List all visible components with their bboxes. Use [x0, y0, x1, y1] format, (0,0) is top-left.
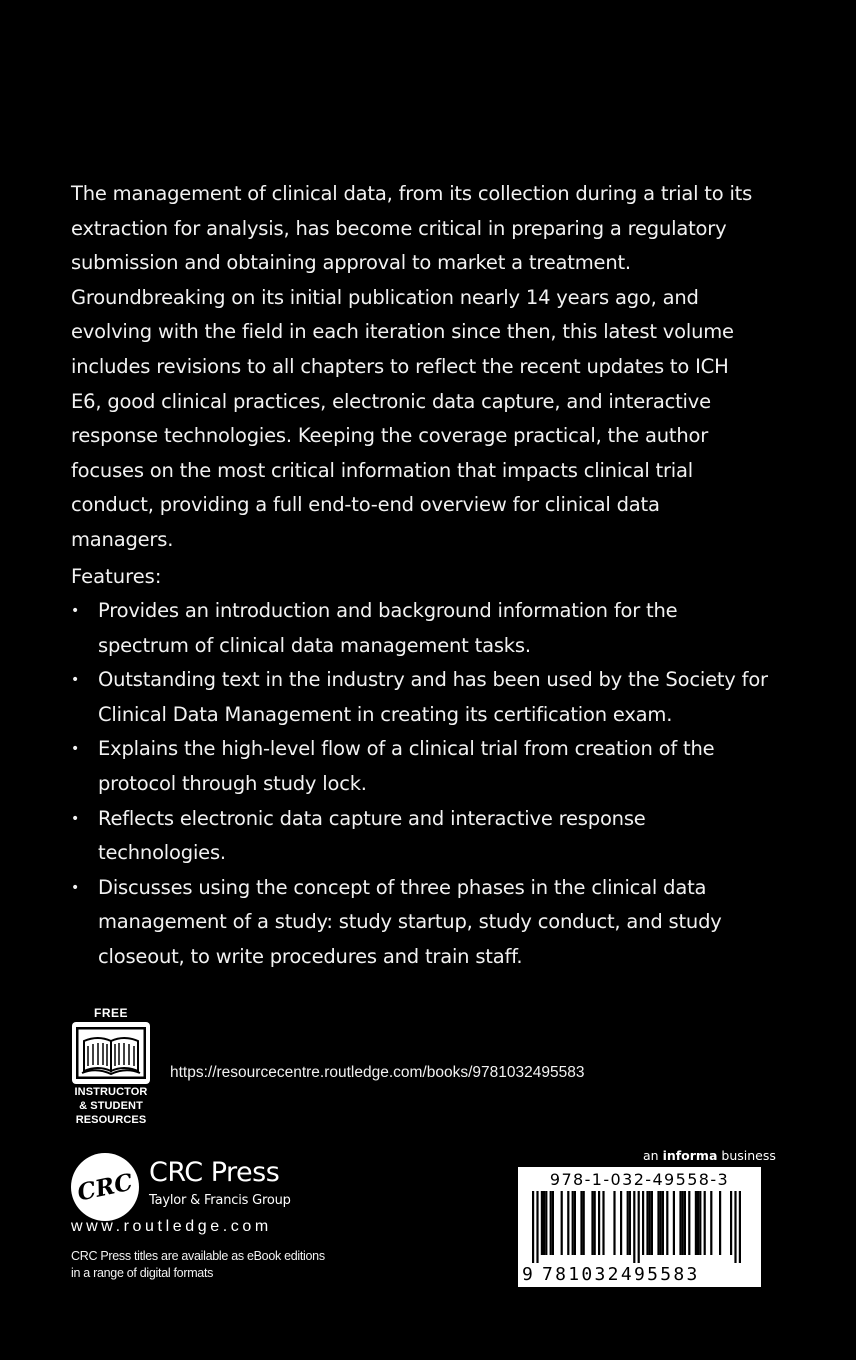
barcode-bar: [591, 1191, 593, 1255]
barcode-bar: [545, 1191, 547, 1255]
bullet-icon: •: [71, 741, 80, 758]
barcode-bar: [580, 1191, 582, 1255]
feature-text: Provides an introduction and background information for the spectrum of clinical data management tasks.: [98, 599, 678, 657]
informa-prefix: an: [643, 1148, 663, 1163]
barcode-bar: [627, 1191, 629, 1255]
features-heading: Features:: [71, 565, 162, 588]
barcode-bar: [699, 1191, 701, 1255]
barcode-bar: [602, 1191, 604, 1255]
barcode-bar: [739, 1191, 741, 1263]
badge-free-label: FREE: [93, 1006, 128, 1020]
resource-centre-link[interactable]: https://resourcecentre.routledge.com/books/9781032495583: [170, 1064, 585, 1081]
barcode-bar: [583, 1191, 585, 1255]
ebook-note-line1: CRC Press titles are available as eBook editions: [71, 1249, 325, 1263]
barcode-bar: [536, 1191, 538, 1263]
barcode-bar: [594, 1191, 596, 1255]
informa-suffix: business: [717, 1148, 776, 1163]
barcode-bar: [552, 1191, 554, 1255]
crc-logo: [70, 1152, 140, 1222]
barcode-bar: [613, 1191, 615, 1255]
publisher-group: Taylor & Francis Group: [149, 1193, 291, 1208]
barcode-bar: [629, 1191, 631, 1255]
free-resources-badge: [68, 1006, 154, 1126]
bullet-icon: •: [71, 672, 80, 689]
badge-resources-label: RESOURCES: [75, 1114, 147, 1126]
barcode-bar: [684, 1191, 686, 1255]
ebook-note-line2: in a range of digital formats: [71, 1266, 214, 1280]
barcode-bar: [734, 1191, 736, 1263]
isbn-number: 978-1-032-49558-3: [549, 1170, 730, 1189]
barcode-bar: [572, 1191, 574, 1255]
badge-instructor-label: INSTRUCTOR: [74, 1086, 148, 1098]
barcode-bar: [598, 1191, 600, 1255]
barcode-lead-digit: 9: [522, 1264, 533, 1285]
barcode-bar: [649, 1191, 651, 1255]
barcode-bar: [657, 1191, 659, 1255]
barcode-bar: [567, 1191, 569, 1255]
barcode-bar: [704, 1191, 706, 1255]
crc-logo-text: CRC: [75, 1168, 136, 1207]
barcode-bar: [574, 1191, 576, 1255]
bullet-icon: •: [71, 603, 80, 619]
barcode-bar: [719, 1191, 721, 1255]
crc-logo-icon: [70, 1152, 140, 1222]
features-list: [71, 594, 771, 975]
barcode-bars: [532, 1191, 747, 1263]
feature-item: [71, 802, 771, 871]
badge-student-label: & STUDENT: [79, 1100, 143, 1112]
barcode-bar: [695, 1191, 697, 1255]
ebook-note: [71, 1248, 371, 1282]
feature-text: Discusses using the concept of three phases in the clinical data management of a study: study startup, study conduct, and study closeout, to write procedures and train staff.: [98, 875, 722, 968]
barcode-bar: [543, 1191, 545, 1255]
barcode-bar: [642, 1191, 644, 1255]
barcode-bar: [561, 1191, 563, 1255]
bullet-icon: •: [71, 879, 80, 896]
book-description: The management of clinical data, from its collection during a trial to its extraction for analysis, has become critical in preparing a regulatory submission and obtaining approval to market a treatment. Groundbreaking on its initial publication nearly 14 years ago, and evolving with the field in each iteration since then, this latest volume includes revisions to all chapters to reflect the recent updates to ICH E6, good clinical practices, electronic data capture, and interactive response technologies. Keeping the coverage practical, the author focuses on the most critical information that impacts clinical trial conduct, providing a full end-to-end overview for clinical data managers.: [71, 182, 753, 551]
barcode-bar: [673, 1191, 675, 1255]
barcode-bar: [679, 1191, 681, 1255]
barcode-bar: [666, 1191, 668, 1255]
barcode-bar: [651, 1191, 653, 1255]
barcode-bar: [532, 1191, 534, 1263]
feature-text: Outstanding text in the industry and has been used by the Society for Clinical Data Management in creating its certification exam.: [98, 668, 768, 726]
barcode-bar: [660, 1191, 662, 1255]
barcode-bar: [682, 1191, 684, 1255]
informa-tagline: [643, 1148, 776, 1163]
barcode-bar: [730, 1191, 732, 1255]
publisher-name: CRC Press: [149, 1157, 280, 1188]
barcode-bar: [646, 1191, 648, 1255]
barcode-bar: [662, 1191, 664, 1255]
bullet-icon: •: [71, 810, 80, 827]
feature-item: [71, 732, 771, 801]
barcode-bar: [638, 1191, 640, 1263]
open-book-icon-graphic: [76, 1027, 146, 1079]
feature-item: [71, 594, 771, 663]
feature-item: [71, 663, 771, 732]
open-book-icon: [72, 1022, 150, 1084]
feature-item: [71, 871, 771, 975]
barcode-bar: [550, 1191, 552, 1255]
isbn-barcode: [518, 1167, 761, 1287]
barcode-bar: [633, 1191, 635, 1263]
informa-brand: informa: [662, 1148, 718, 1163]
barcode-bar: [541, 1191, 543, 1255]
barcode-bar: [710, 1191, 712, 1255]
barcode-digit-string: 781032495583: [542, 1264, 700, 1285]
feature-text: Explains the high-level flow of a clinical trial from creation of the protocol through study lock.: [98, 737, 715, 795]
barcode-bar: [697, 1191, 699, 1255]
feature-text: Reflects electronic data capture and interactive response technologies.: [98, 806, 646, 865]
publisher-website[interactable]: www.routledge.com: [71, 1218, 272, 1235]
barcode-bar: [688, 1191, 690, 1255]
barcode-bar: [620, 1191, 622, 1255]
